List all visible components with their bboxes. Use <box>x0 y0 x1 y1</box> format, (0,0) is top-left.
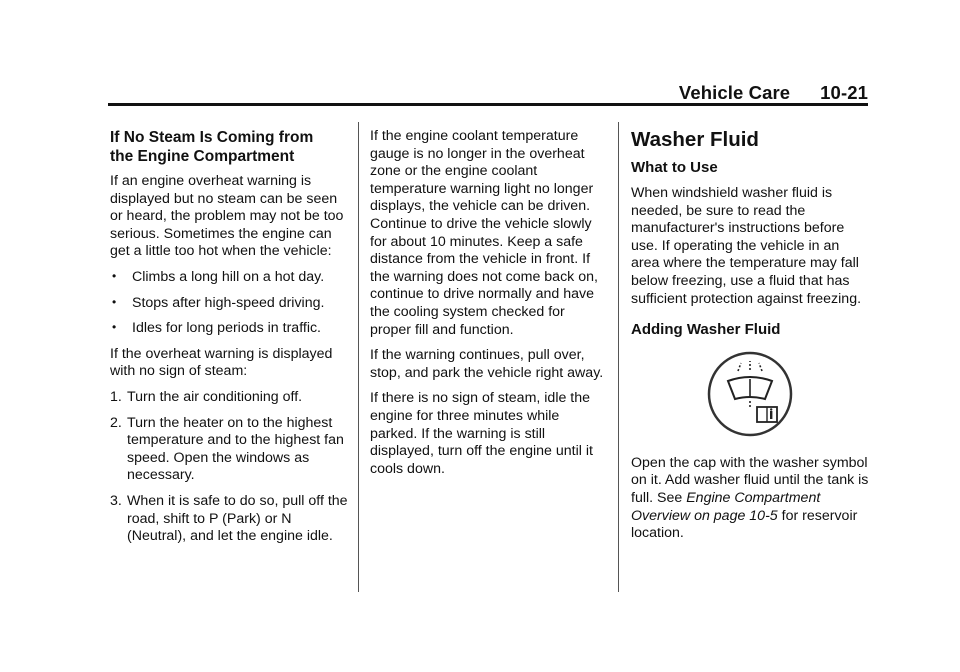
paragraph: If there is no sign of steam, idle the engine for three minutes while parked. If the warning is still displayed, turn off the engine until it cools down. <box>370 390 593 477</box>
heading-line-2: the Engine Compartment <box>110 148 295 165</box>
steps-list <box>110 389 350 546</box>
washer-cap-icon <box>705 349 795 439</box>
list-item: • Stops after high-speed driving. <box>112 294 325 311</box>
conditions-list <box>110 269 350 338</box>
paragraph: If the warning continues, pull over, stop, and park the vehicle right away. <box>370 347 604 381</box>
subheading-adding-washer-fluid: Adding Washer Fluid <box>631 321 781 339</box>
subheading-what-to-use: What to Use <box>631 159 718 176</box>
washer-symbol-figure <box>631 349 869 445</box>
steps-intro: If the overheat warning is displayed with no sign of steam: <box>110 345 333 380</box>
column-divider-1 <box>358 122 359 592</box>
paragraph: If the engine coolant temperature gauge is no longer in the overheat zone or the engine coolant temperature warning light no longer displays, the vehicle can be driven. Continue to drive the vehicle slowly for about 10 minutes. Keep a safe distance from the vehicle in front. If the warning does not come back on, continue to drive normally and have the cooling system checked for proper fill and function. <box>370 128 598 338</box>
header-rule <box>108 103 868 106</box>
section-heading <box>110 128 350 166</box>
column-2 <box>370 128 608 486</box>
step-item: 2. Turn the heater on to the highest temperature and to the highest fan speed. Open the windows as necessary. <box>110 414 344 484</box>
running-header <box>679 82 868 104</box>
column-1 <box>110 128 350 554</box>
paragraph: When windshield washer fluid is needed, be sure to read the manufacturer's instructions before use. If operating the vehicle in an area where the temperature may fall below freezing, use a fluid that has sufficient protection against freezing. <box>631 185 862 307</box>
bullet-icon: • <box>112 320 117 335</box>
column-3 <box>631 128 869 551</box>
step-item: 3. When it is safe to do so, pull off the road, shift to P (Park) or N (Neutral), and let the engine idle. <box>110 492 348 545</box>
section-title: Vehicle Care <box>678 82 791 103</box>
section-title-washer-fluid: Washer Fluid <box>631 128 759 151</box>
cross-reference-link[interactable]: Engine Compartment Overview on page 10-5 <box>631 489 821 524</box>
column-divider-2 <box>618 122 619 592</box>
heading-line-1: If No Steam Is Coming from <box>110 129 314 146</box>
step-item: 1. Turn the air conditioning off. <box>110 388 303 405</box>
page-number: 10-21 <box>820 82 868 103</box>
list-item: • Idles for long periods in traffic. <box>112 320 322 337</box>
bullet-icon: • <box>112 294 117 309</box>
bullet-icon: • <box>112 268 117 283</box>
intro-paragraph: If an engine overheat warning is displayed but no steam can be seen or heard, the problem may not be too serious. Sometimes the engine can get a little too hot when the vehicle: <box>110 173 344 260</box>
paragraph-adding-fluid: Open the cap with the washer symbol on it. Add washer fluid until the tank is full. See Engine Compartment Overview on page 10-5 for reservoir location. <box>631 454 869 542</box>
list-item: • Climbs a long hill on a hot day. <box>112 268 325 285</box>
